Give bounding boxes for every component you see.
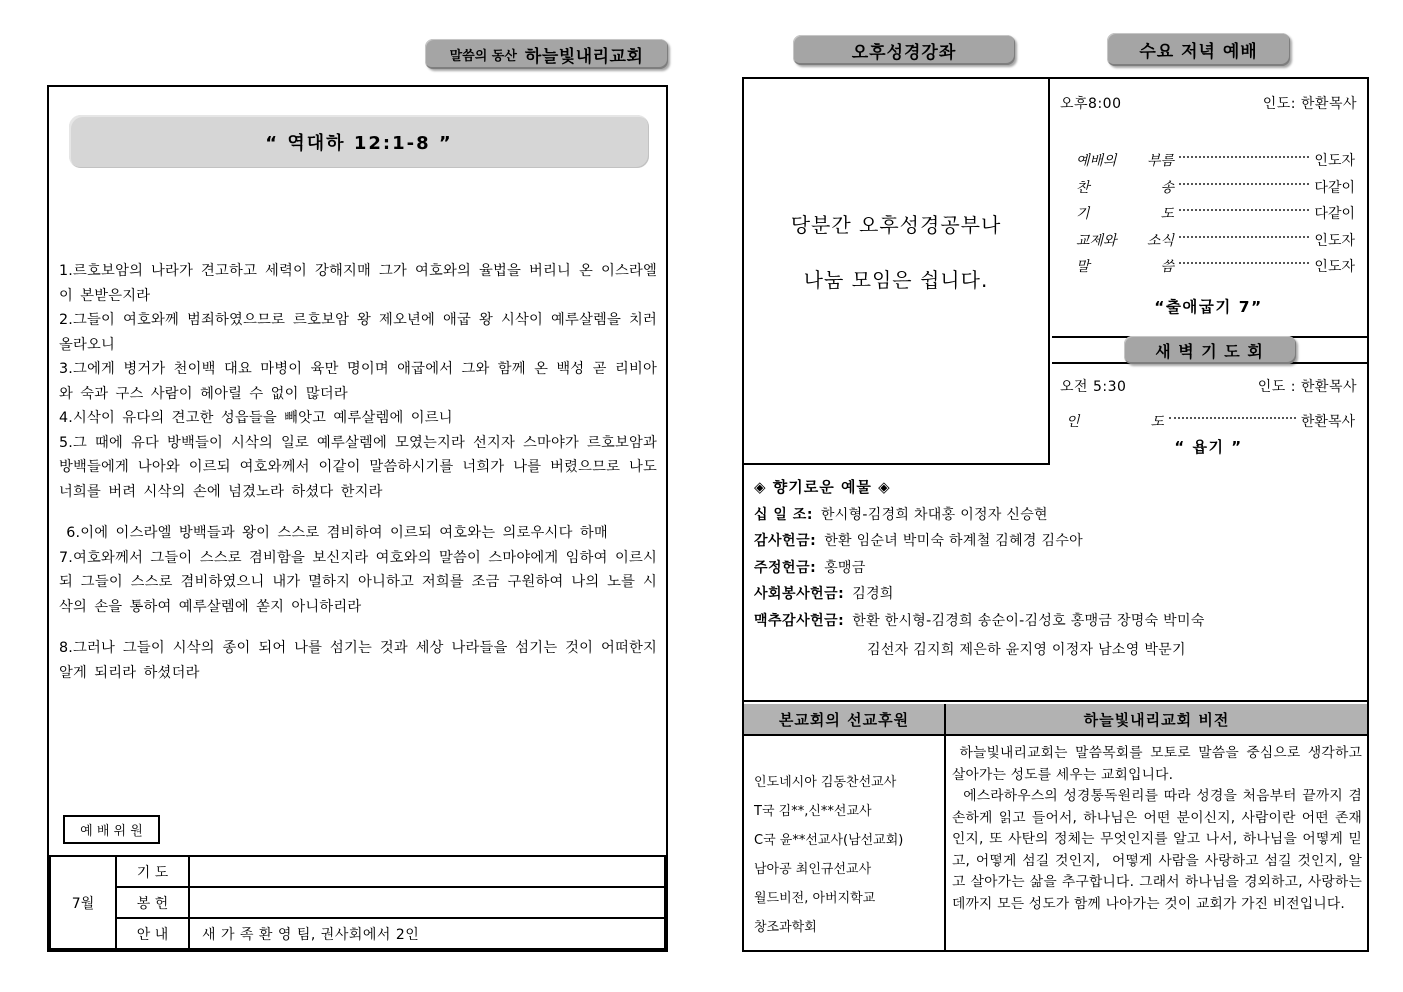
duty-label-prayer: 기 도 (116, 856, 189, 887)
dawn-prayer-badge: 새 벽 기 도 회 (1124, 336, 1296, 364)
dotted-leader (1179, 209, 1309, 211)
dawn-scripture-ref: “ 욥기 ” (1174, 437, 1243, 456)
verse-4: 4.시삭이 유다의 견고한 성읍들을 빼앗고 예루살렘에 이르니 (59, 410, 453, 426)
offering-tithe: 십 일 조: 한시형-김경희 차대홍 이정자 신승현 (754, 506, 1048, 523)
notice-line-2: 나눔 모임은 쉽니다. (803, 268, 989, 292)
table-row (50, 918, 665, 949)
list-item: 월드비전, 아버지학교 (754, 891, 876, 906)
table-row (50, 887, 665, 918)
afternoon-bible-class-badge: 오후성경강좌 (793, 35, 1015, 65)
verse-6: 6.이에 이스라엘 방백들과 왕이 스스로 겸비하여 이르되 여호와는 의로우시다 하매 (59, 525, 608, 541)
afternoon-class-notice (744, 79, 1050, 465)
dotted-leader (1179, 156, 1309, 158)
wednesday-leader: 인도: 한환목사 (1262, 96, 1357, 112)
dotted-leader (1179, 262, 1309, 264)
verse-1: 1.르호보암의 나라가 견고하고 세력이 강해지매 그가 여호와의 율법을 버리니 온 이스라엘이 본받은지라 (59, 263, 657, 304)
order-item-call-to-worship: 예배의 부름 인도자 (1076, 153, 1355, 170)
duty-label-offering: 봉 헌 (116, 887, 189, 918)
duty-month: 7월 (50, 856, 116, 949)
wednesday-scripture-ref: “출애굽기 7” (1154, 297, 1263, 316)
list-item: 남아공 최인규선교사 (754, 862, 872, 877)
offerings-section (744, 467, 1367, 702)
duty-value-offering (189, 887, 665, 918)
dawn-prayer-section (1052, 366, 1367, 465)
list-item: C국 윤**선교사(남선교회) (754, 833, 904, 848)
dotted-leader (1179, 183, 1309, 185)
vision-paragraph-1: 하늘빛내리교회는 말씀목회를 모토로 말씀을 중심으로 생각하고 살아가는 성도를 세우는 교회입니다. (952, 745, 1367, 783)
scripture-title: “ 역대하 12:1-8 ” (69, 115, 649, 168)
order-item-prayer: 기 도 다같이 (1076, 206, 1355, 223)
dawn-time-row (1060, 376, 1357, 396)
wednesday-service-section (1052, 79, 1367, 336)
verse-2: 2.그들이 여호와께 범죄하였으므로 르호보암 왕 제오년에 애굽 왕 시삭이 예루살렘을 치러 올라오니 (59, 312, 665, 353)
dawn-order-item-leading: 인 도 한환목사 (1066, 414, 1355, 431)
scripture-text (59, 259, 665, 685)
church-vision-header: 하늘빛내리교회 비전 (946, 704, 1367, 736)
dawn-leader: 인도 : 한환목사 (1257, 379, 1357, 395)
dawn-prayer-header-row (1052, 336, 1367, 364)
offering-harvest-thanksgiving: 맥추감사헌금: 한환 한시형-김경희 송순이-김성호 홍맹금 장명숙 박미숙 (754, 612, 1205, 629)
order-item-sermon: 말 씀 인도자 (1076, 259, 1355, 276)
wednesday-evening-service-badge: 수요 저녁 예배 (1107, 33, 1290, 66)
wednesday-order-of-service (1060, 147, 1357, 280)
church-badge-motto: 말씀의 동산 (449, 48, 517, 64)
offering-harvest-thanksgiving-continued: 김선자 김지희 제은하 윤지영 이정자 남소영 박문기 (867, 642, 1186, 658)
worship-committee-label: 예 배 위 원 (63, 815, 160, 844)
notice-line-1: 당분간 오후성경공부나 (790, 213, 1002, 237)
verse-3: 3.그에게 병거가 천이백 대요 마병이 육만 명이며 애굽에서 그와 함께 온 백성 곧 리비아와 숙과 구스 사람이 헤아릴 수 없이 많더라 (59, 361, 657, 402)
wednesday-time-row (1060, 93, 1357, 113)
church-badge-name: 하늘빛내리교회 (524, 46, 644, 67)
verse-5: 5.그 때에 유다 방백들이 시삭의 일로 예루살렘에 모였는지라 선지자 스마야가 르호보암과 방백들에게 나아와 이르되 여호와께서 이같이 말씀하시기를 너희가 나를 버렸으므로 나도 너희를 버려 시삭의 손에 넘겼노라 하셨다 한지라 (59, 434, 665, 500)
list-item: 창조과학회 (754, 920, 817, 935)
offering-thanksgiving: 감사헌금: 한환 임순녀 박미숙 하계철 김혜경 김수아 (754, 533, 1083, 549)
verse-8: 8.그러나 그들이 시삭의 종이 되어 나를 섬기는 것과 세상 나라들을 섬기는 것이 어떠한지 알게 되리라 하셨더라 (59, 640, 665, 681)
offerings-title: ◈ 향기로운 예물 ◈ (754, 478, 891, 496)
dotted-leader (1169, 417, 1296, 419)
offering-social-service: 사회봉사헌금: 김경희 (754, 586, 894, 602)
list-item: 인도네시아 김동찬선교사 (754, 775, 897, 790)
scripture-page (47, 85, 668, 952)
mission-support-list (744, 736, 946, 950)
services-page (742, 77, 1369, 952)
order-item-hymn: 찬 송 다같이 (1076, 179, 1355, 196)
verse-7: 7.여호와께서 그들이 스스로 겸비함을 보신지라 여호와의 말씀이 스마야에게 임하여 이르시되 그들이 스스로 겸비하였으니 내가 멸하지 아니하고 저희를 조금 구원하여 나의 노를 시삭의 손을 통하여 예루살렘에 쏟지 아니하리라 (59, 549, 657, 615)
mission-support-header: 본교회의 선교후원 (744, 704, 946, 736)
dawn-time: 오전 5:30 (1060, 379, 1127, 395)
duty-label-guide: 안 내 (116, 918, 189, 949)
church-name-badge (425, 39, 668, 69)
vision-paragraph-2: 에스라하우스의 성경통독원리를 따라 성경을 처음부터 끝까지 겸손하게 읽고 들어서, 하나님은 어떤 분이신지, 사람이란 어떤 존재인지, 또 사탄의 정체는 무엇인지를 알고 나서, 하나님을 어떻게 믿고, 어떻게 섬길 것인지, 어떻게 사람을 사랑하고 섬길 것인지, 알고 살아가는 삶을 추구합니다. 그래서 하나님을 경외하고, 사랑하는 데까지 모든 성도가 함께 나아가는 것이 교회가 가진 비전입니다. (952, 788, 1367, 912)
dotted-leader (1179, 236, 1309, 238)
wednesday-time: 오후8:00 (1060, 96, 1122, 112)
duty-value-prayer (189, 856, 665, 887)
church-vision-text (946, 736, 1367, 950)
offering-weekly: 주정헌금: 홍맹금 (754, 559, 866, 576)
list-item: T국 김**,신**선교사 (754, 804, 872, 819)
duty-table (49, 855, 666, 950)
order-item-fellowship-news: 교제와 소식 인도자 (1076, 232, 1355, 249)
duty-value-guide: 새 가 족 환 영 팀, 권사회에서 2인 (189, 918, 665, 949)
table-row (50, 856, 665, 887)
